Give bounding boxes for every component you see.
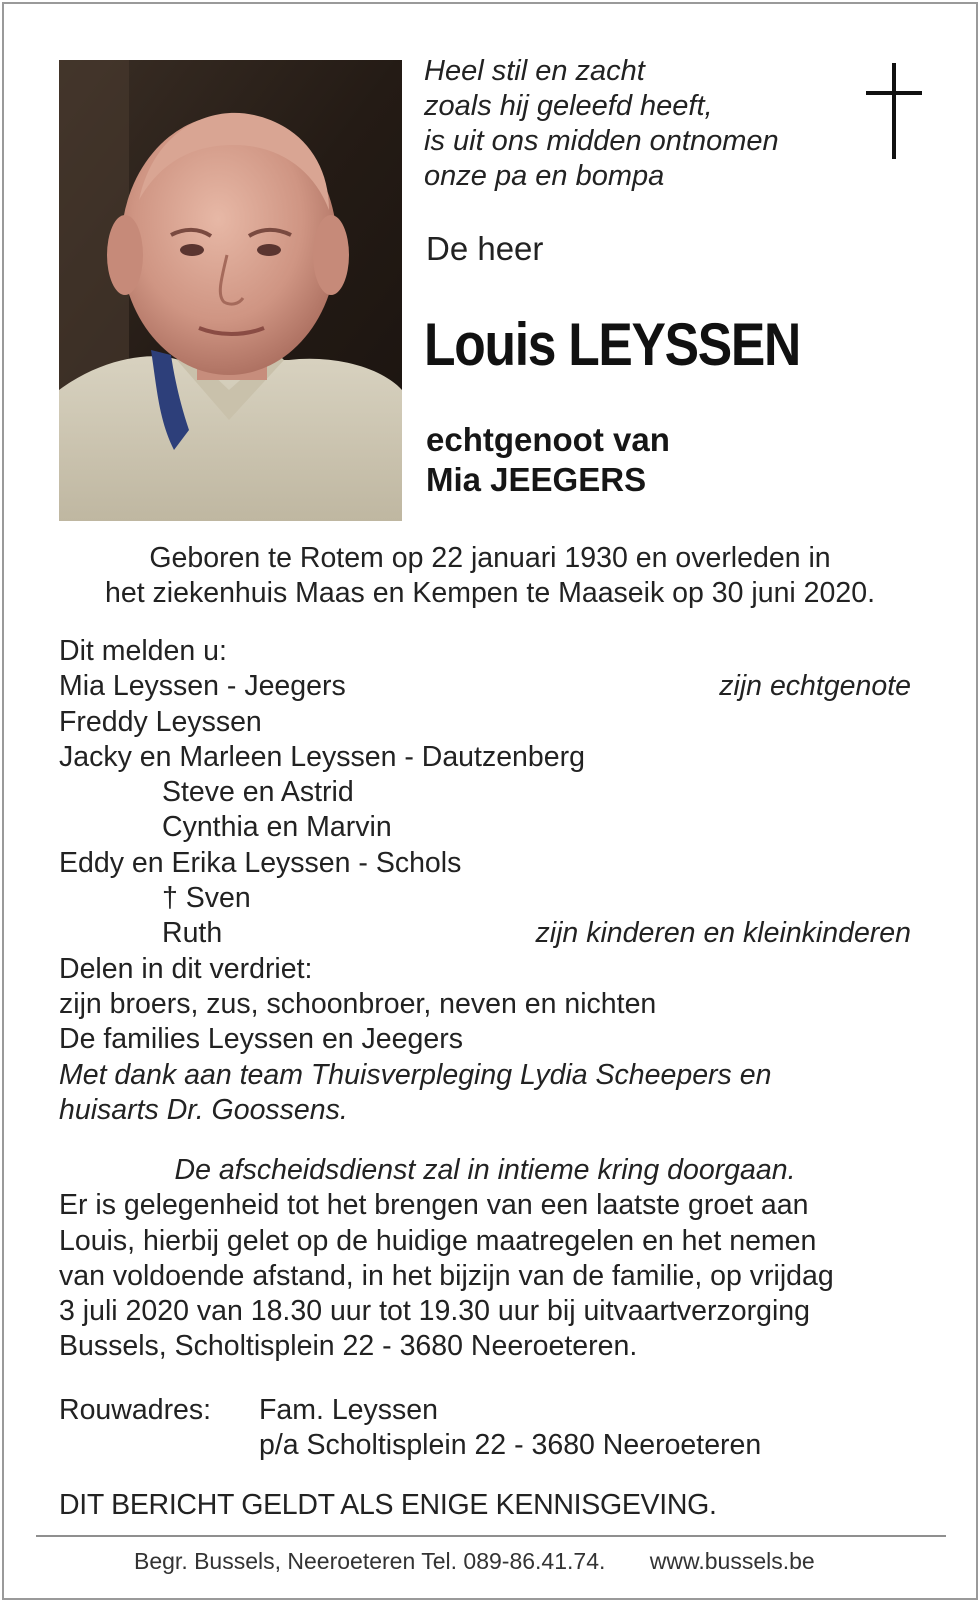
family-row xyxy=(59,740,911,775)
verse-line: Heel stil en zacht xyxy=(424,55,645,87)
family-row xyxy=(59,775,911,810)
address-label: Rouwadres: xyxy=(59,1394,212,1426)
family-row xyxy=(59,810,911,845)
share-line: De families Leyssen en Jeegers xyxy=(59,1023,463,1056)
family-row xyxy=(59,846,911,881)
cross-icon xyxy=(866,63,922,159)
footer-divider xyxy=(36,1535,946,1537)
spouse-relation: echtgenoot van xyxy=(426,421,670,458)
spouse-name: Mia JEEGERS xyxy=(426,461,647,498)
family-member: Freddy Leyssen xyxy=(59,705,262,738)
family-row xyxy=(59,705,911,740)
family-member: Jacky en Marleen Leyssen - Dautzenberg xyxy=(59,740,585,773)
portrait-photo-icon xyxy=(59,60,402,521)
footer-website[interactable]: www.bussels.be xyxy=(649,1548,815,1574)
memorial-verse xyxy=(424,54,779,194)
service-line: Bussels, Scholtisplein 22 - 3680 Neeroeteren. xyxy=(59,1330,638,1363)
family-row xyxy=(59,881,911,916)
death-line: het ziekenhuis Maas en Kempen te Maaseik op 30 juni 2020. xyxy=(105,577,875,609)
service-info xyxy=(59,1153,911,1365)
birth-line: Geboren te Rotem op 22 januari 1930 en overleden in xyxy=(149,542,831,574)
salutation: De heer xyxy=(426,230,544,267)
address-line: Fam. Leyssen xyxy=(259,1394,438,1426)
family-list xyxy=(59,634,911,1128)
family-relation: zijn echtgenote xyxy=(719,670,911,703)
address-line: p/a Scholtisplein 22 - 3680 Neeroeteren xyxy=(259,1429,762,1462)
service-line: 3 juli 2020 van 18.30 uur tot 19.30 uur bij uitvaartverzorging xyxy=(59,1295,810,1328)
deceased-name: Louis LEYSSEN xyxy=(424,311,801,378)
service-heading: De afscheidsdienst zal in intieme kring doorgaan. xyxy=(174,1154,796,1186)
family-member: Ruth xyxy=(162,917,223,950)
portrait-photo xyxy=(59,60,402,521)
family-member: Steve en Astrid xyxy=(162,776,354,809)
verse-line: zoals hij geleefd heeft, xyxy=(424,90,713,122)
spouse-block xyxy=(426,420,670,500)
notice-statement: DIT BERICHT GELDT ALS ENIGE KENNISGEVING. xyxy=(59,1489,717,1521)
address-value xyxy=(259,1393,761,1464)
verse-line: onze pa en bompa xyxy=(424,160,665,192)
family-member: † Sven xyxy=(162,882,251,915)
footer-company: Begr. Bussels, Neeroeteren Tel. 089-86.41.74. xyxy=(134,1548,606,1574)
service-line: Louis, hierbij gelet op de huidige maatregelen en het nemen xyxy=(59,1224,817,1257)
family-row xyxy=(59,916,911,951)
family-member: Mia Leyssen - Jeegers xyxy=(59,670,346,703)
footer xyxy=(134,1548,815,1575)
thanks-line: huisarts Dr. Goossens. xyxy=(59,1093,348,1126)
family-intro: Dit melden u: xyxy=(59,635,227,667)
service-line: Er is gelegenheid tot het brengen van een laatste groet aan xyxy=(59,1189,809,1222)
family-relation: zijn kinderen en kleinkinderen xyxy=(535,917,911,950)
family-row xyxy=(59,669,911,704)
share-line: zijn broers, zus, schoonbroer, neven en nichten xyxy=(59,987,657,1020)
thanks-line: Met dank aan team Thuisverpleging Lydia Scheepers en xyxy=(59,1058,772,1091)
share-intro: Delen in dit verdriet: xyxy=(59,952,313,985)
service-line: van voldoende afstand, in het bijzijn van de familie, op vrijdag xyxy=(59,1259,834,1292)
family-member: Eddy en Erika Leyssen - Schols xyxy=(59,846,462,879)
family-member: Cynthia en Marvin xyxy=(162,811,392,844)
verse-line: is uit ons midden ontnomen xyxy=(424,125,779,157)
birth-death-info xyxy=(0,541,980,611)
